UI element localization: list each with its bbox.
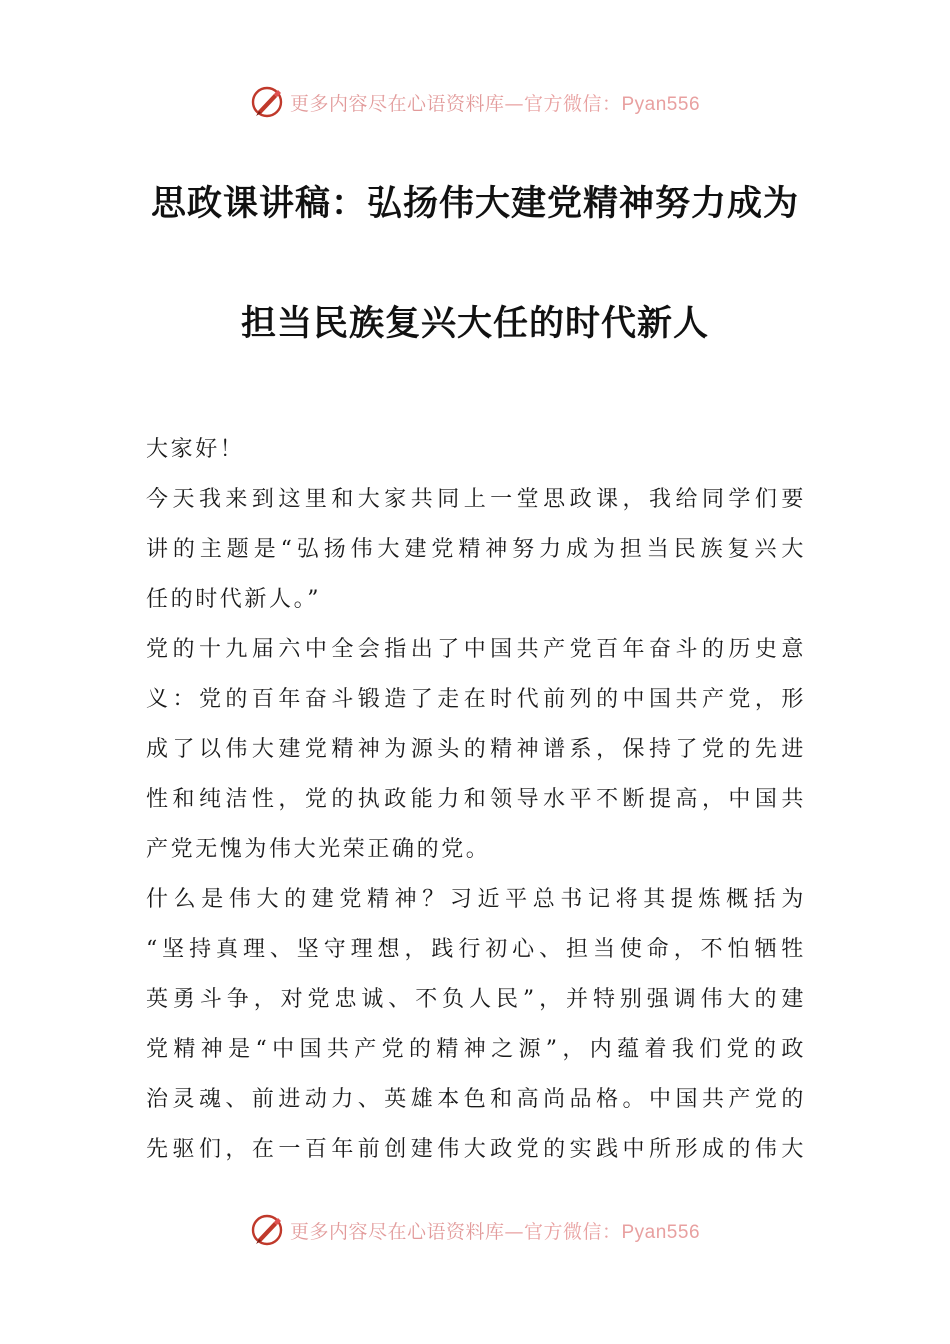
paragraph-1-line: 讲的主题是“弘扬伟大建党精神努力成为担当民族复兴大 <box>146 537 806 562</box>
header-watermark <box>0 82 950 122</box>
watermark-separator: — <box>504 92 524 115</box>
watermark-official-label: 官方微信： <box>523 92 622 115</box>
paragraph-2-line: 义：党的百年奋斗锻造了走在时代前列的中国共产党，形 <box>146 687 806 712</box>
paragraph-1-line: 今天我来到这里和大家共同上一堂思政课，我给同学们要 <box>146 487 806 512</box>
paragraph-2-line: 成了以伟大建党精神为源头的精神谱系，保持了党的先进 <box>146 737 806 762</box>
paragraph-2-line: 产党无愧为伟大光荣正确的党。 <box>146 837 491 862</box>
pen-logo-icon <box>250 85 284 119</box>
paragraph-3-line: 先驱们，在一百年前创建伟大政党的实践中所形成的伟大 <box>146 1137 806 1162</box>
watermark-separator: — <box>504 1220 524 1243</box>
watermark-text <box>290 89 700 116</box>
document-title-line-1: 思政课讲稿：弘扬伟大建党精神努力成为 <box>150 184 799 224</box>
document-body <box>146 425 806 1175</box>
paragraph-3-line: 治灵魂、前进动力、英雄本色和高尚品格。中国共产党的 <box>146 1087 806 1112</box>
paragraph-3-line: “坚持真理、坚守理想，践行初心、担当使命，不怕牺牲 <box>146 937 806 962</box>
watermark-official-label: 官方微信： <box>523 1220 622 1243</box>
paragraph-3-line: 英勇斗争，对党忠诚、不负人民”，并特别强调伟大的建 <box>146 987 806 1012</box>
paragraph-2-line: 性和纯洁性，党的执政能力和领导水平不断提高，中国共 <box>146 787 806 812</box>
footer-watermark <box>0 1210 950 1250</box>
watermark-text <box>290 1217 700 1244</box>
paragraph-1-line: 任的时代新人。” <box>146 587 322 612</box>
paragraph-2-line: 党的十九届六中全会指出了中国共产党百年奋斗的历史意 <box>146 637 806 662</box>
watermark-brand: 更多内容尽在心语资料库 <box>289 1220 505 1243</box>
watermark-brand: 更多内容尽在心语资料库 <box>289 92 505 115</box>
paragraph-3-line: 党精神是“中国共产党的精神之源”，内蕴着我们党的政 <box>146 1037 806 1062</box>
watermark-account: Pyan556 <box>621 1221 701 1243</box>
greeting: 大家好！ <box>146 437 245 462</box>
watermark-account: Pyan556 <box>621 93 701 115</box>
pen-logo-icon <box>250 1213 284 1247</box>
document-title-line-2: 担当民族复兴大任的时代新人 <box>240 304 709 344</box>
paragraph-3-line: 什么是伟大的建党精神？习近平总书记将其提炼概括为 <box>146 887 806 912</box>
